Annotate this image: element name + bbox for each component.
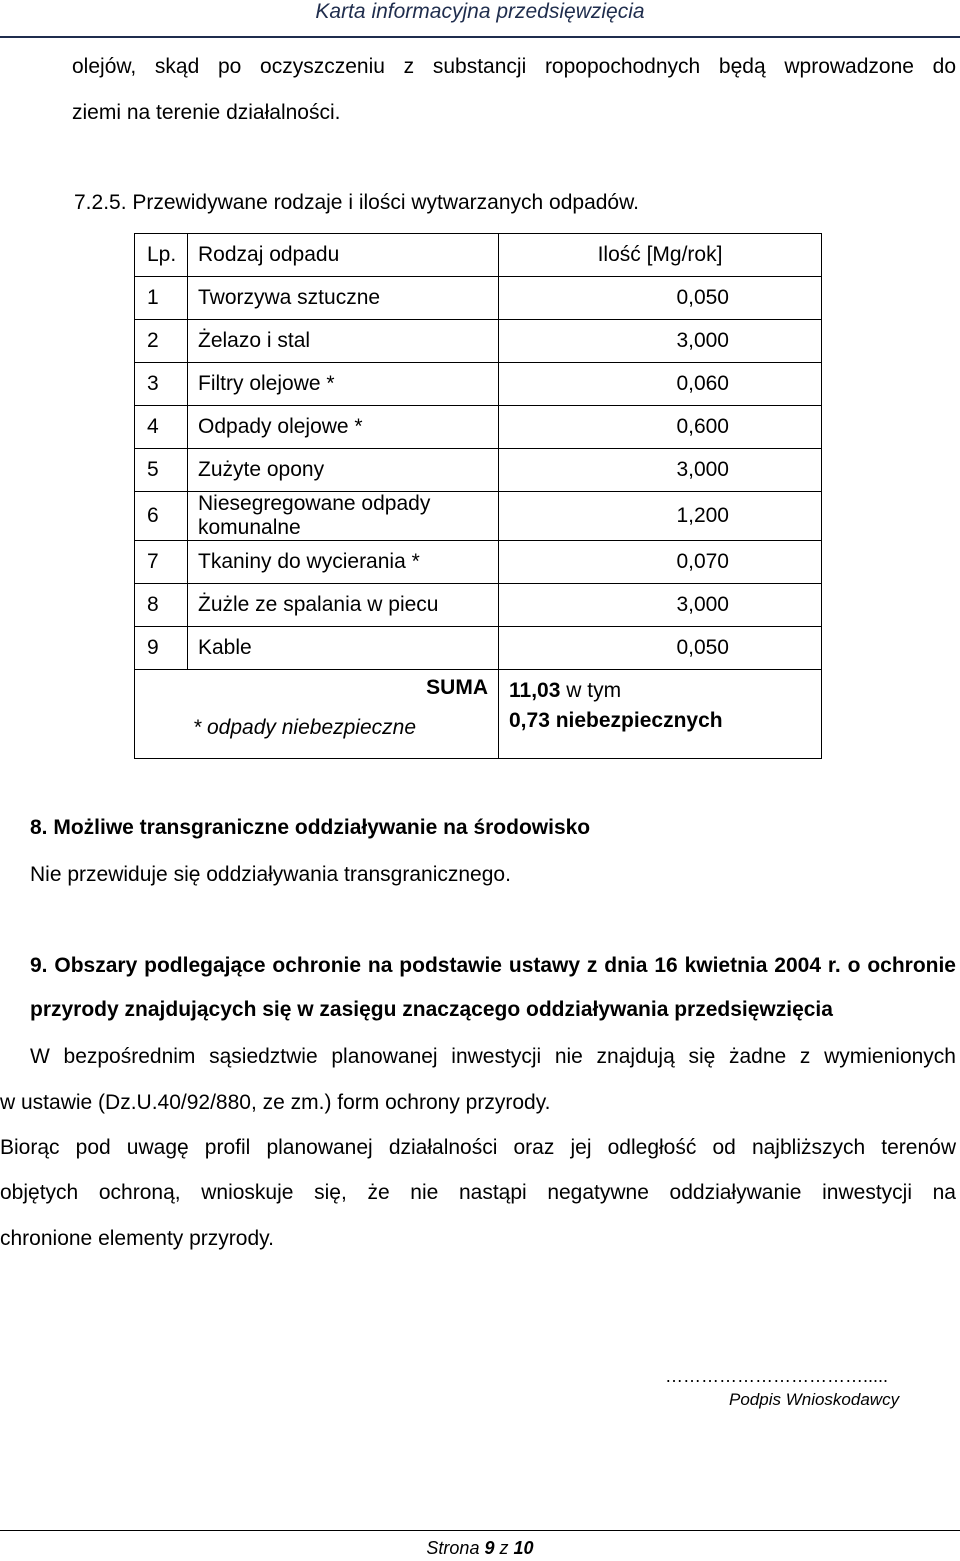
row-waste-type: Tkaniny do wycierania * [188, 541, 499, 584]
row-quantity: 0,070 [499, 541, 822, 584]
row-quantity: 3,000 [499, 449, 822, 492]
row-quantity: 0,600 [499, 406, 822, 449]
section-9-para-2-line-2: objętych ochroną, wnioskuje się, że nie nastąpi negatywne oddziaływanie inwestycji na [0, 1181, 956, 1204]
row-lp: 8 [135, 584, 188, 627]
row-waste-type: Tworzywa sztuczne [188, 277, 499, 320]
header-quantity: Ilość [Mg/rok] [499, 234, 822, 277]
section-9-para-2-line-1: Biorąc pod uwagę profil planowanej działalności oraz jej odległość od najbliższych terenów [0, 1136, 956, 1159]
waste-table [134, 233, 822, 759]
page-separator: z [499, 1538, 509, 1558]
page-total: 10 [513, 1538, 534, 1558]
sum-value-suffix: w tym [566, 679, 622, 702]
row-waste-type: Odpady olejowe * [188, 406, 499, 449]
table-row [135, 363, 822, 406]
header-waste-type: Rodzaj odpadu [188, 234, 499, 277]
row-quantity: 3,000 [499, 320, 822, 363]
row-lp: 3 [135, 363, 188, 406]
table-row [135, 627, 822, 670]
row-waste-type: Żelazo i stal [188, 320, 499, 363]
row-lp: 5 [135, 449, 188, 492]
section-9-para-1-line-1: W bezpośrednim sąsiedztwie planowanej inwestycji nie znajdują się żadne z wymienionych [30, 1045, 956, 1068]
section-9-heading-line-1: 9. Obszary podlegające ochronie na podstawie ustawy z dnia 16 kwietnia 2004 r. o ochronie [30, 954, 956, 977]
sum-label: SUMA [426, 676, 488, 699]
hazardous-footnote: * odpady niebezpieczne [193, 716, 417, 739]
signature-line: ……………………………..... [665, 1366, 889, 1386]
section-9-heading-line-2: przyrody znajdujących się w zasięgu znaczącego oddziaływania przedsięwzięcia [30, 998, 833, 1021]
table-row [135, 277, 822, 320]
row-quantity: 1,200 [499, 492, 822, 541]
section-8-heading: 8. Możliwe transgraniczne oddziaływanie na środowisko [30, 816, 591, 839]
row-quantity: 0,060 [499, 363, 822, 406]
table-row [135, 406, 822, 449]
header-divider [0, 36, 960, 38]
section-7-2-5-heading: 7.2.5. Przewidywane rodzaje i ilości wytwarzanych odpadów. [74, 191, 639, 214]
intro-line-1: olejów, skąd po oczyszczeniu z substancji ropopochodnych będą wprowadzone do [72, 55, 956, 78]
page-header-title: Karta informacyjna przedsięwzięcia [315, 0, 645, 23]
row-waste-type: Niesegregowane odpady komunalne [188, 492, 499, 541]
row-waste-type: Filtry olejowe * [188, 363, 499, 406]
table-row [135, 541, 822, 584]
section-8-body: Nie przewiduje się oddziaływania transgranicznego. [30, 863, 511, 886]
section-9-para-1-line-2: w ustawie (Dz.U.40/92/880, ze zm.) form ochrony przyrody. [0, 1091, 551, 1114]
row-lp: 6 [135, 492, 188, 541]
header-lp: Lp. [135, 234, 188, 277]
sum-label-cell [135, 670, 499, 759]
table-row [135, 320, 822, 363]
section-9-para-2-line-3: chronione elementy przyrody. [0, 1227, 274, 1250]
row-waste-type: Żużle ze spalania w piecu [188, 584, 499, 627]
row-lp: 2 [135, 320, 188, 363]
signature-label: Podpis Wnioskodawcy [729, 1390, 900, 1409]
row-quantity: 0,050 [499, 627, 822, 670]
table-header-row [135, 234, 822, 277]
row-quantity: 3,000 [499, 584, 822, 627]
row-lp: 7 [135, 541, 188, 584]
page-prefix: Strona [426, 1538, 480, 1558]
table-row [135, 449, 822, 492]
intro-line-2: ziemi na terenie działalności. [72, 101, 341, 124]
sum-value-block [509, 670, 811, 736]
sum-hazardous: 0,73 niebezpiecznych [509, 709, 723, 732]
table-sum-row [135, 670, 822, 759]
table-row [135, 584, 822, 627]
row-quantity: 0,050 [499, 277, 822, 320]
page-number [0, 1538, 960, 1559]
sum-value: 11,03 [509, 679, 561, 702]
row-lp: 9 [135, 627, 188, 670]
sum-value-cell [499, 670, 822, 759]
row-waste-type: Kable [188, 627, 499, 670]
row-waste-type: Zużyte opony [188, 449, 499, 492]
table-row [135, 492, 822, 541]
row-lp: 4 [135, 406, 188, 449]
page-current: 9 [484, 1538, 495, 1558]
footer-divider [0, 1530, 960, 1531]
row-lp: 1 [135, 277, 188, 320]
